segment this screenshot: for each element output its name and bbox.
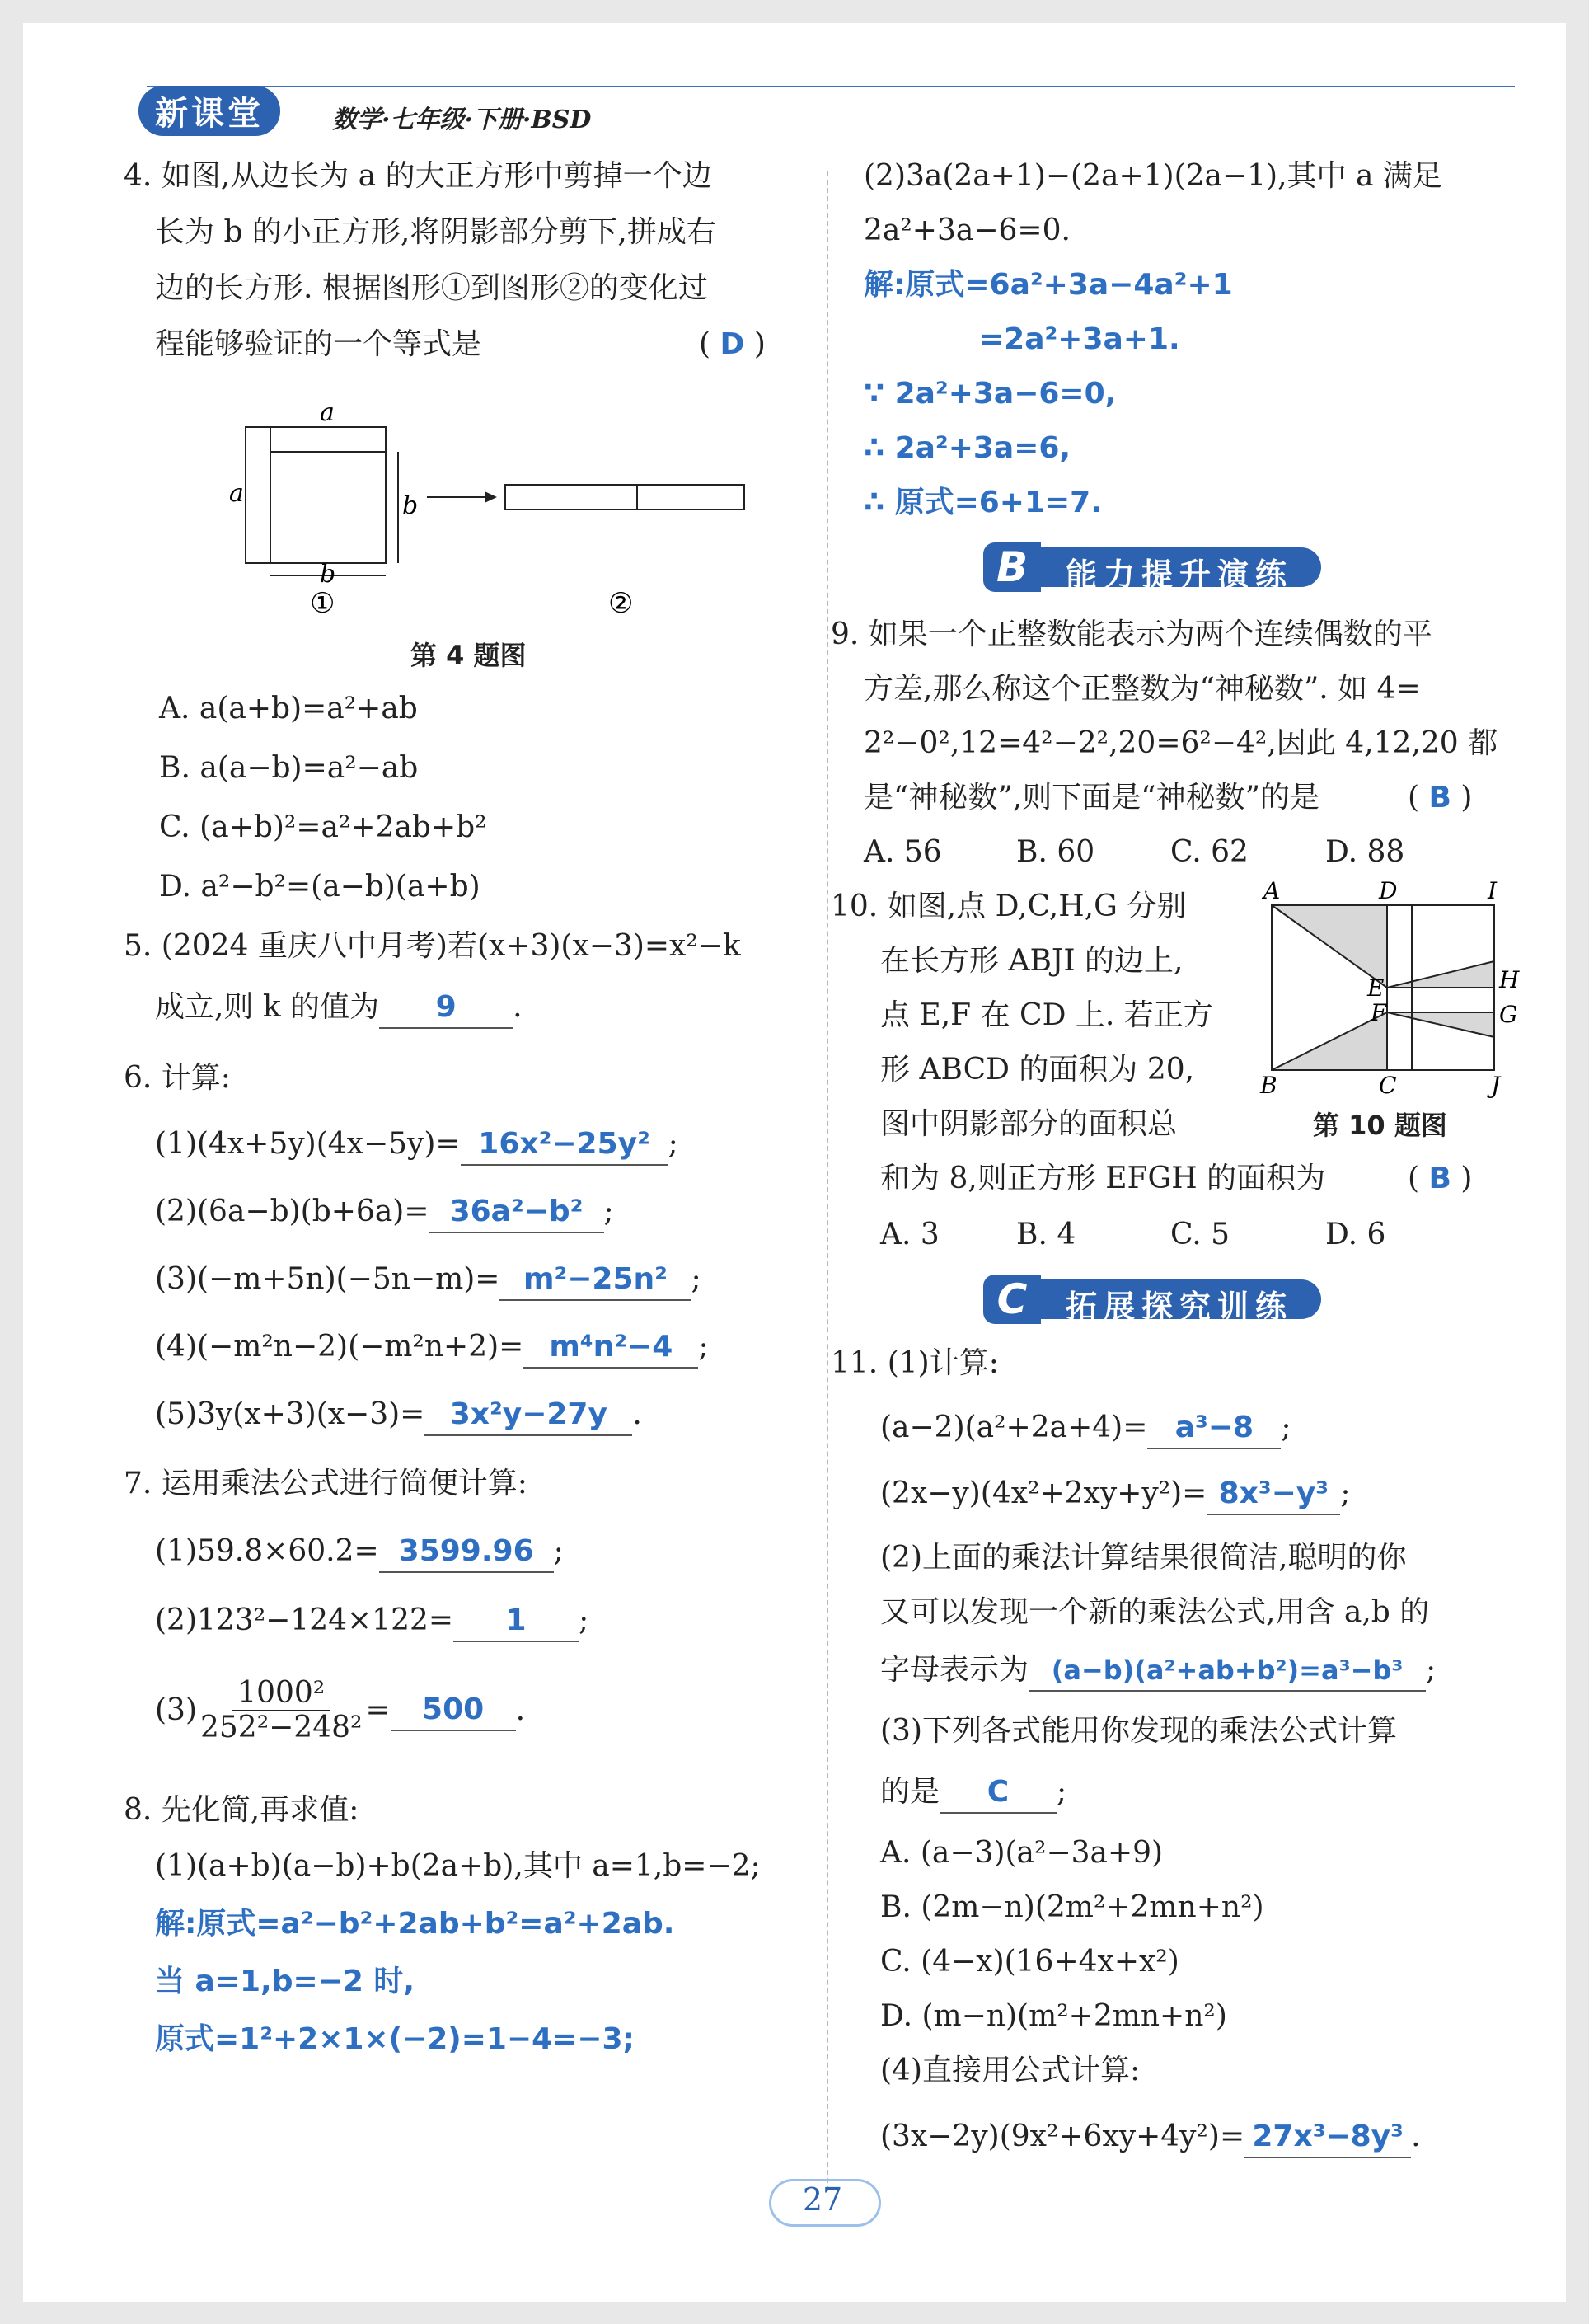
q4-label-b-bottom: b: [320, 560, 336, 589]
q8-solution-6: ∵ 2a²+3a−6=0,: [864, 377, 1117, 411]
q10-option-a: A. 3: [880, 1218, 940, 1251]
q11-e4-text: (3x−2y)(9x²+6xy+4y²)=: [880, 2120, 1245, 2153]
q11-e1-text: (a−2)(a²+2a+4)=: [880, 1411, 1148, 1444]
q6-p4-text: (4)(−m²n−2)(−m²n+2)=: [155, 1330, 524, 1364]
q11-title: 11. (1)计算:: [831, 1346, 999, 1380]
q10-figure: [1255, 880, 1527, 1103]
q11-part-2-line-2: 又可以发现一个新的乘法公式,用含 a,b 的: [880, 1595, 1430, 1629]
q7-p3-prefix: (3): [155, 1693, 197, 1727]
header-logo: [138, 79, 328, 132]
q8-solution-8: ∴ 原式=6+1=7.: [864, 486, 1102, 519]
q7-part-2: (2)123²−124×122= 1 ;: [155, 1601, 588, 1642]
page: [23, 23, 1566, 2302]
q10-line-4: 形 ABCD 的面积为 20,: [880, 1053, 1195, 1087]
q11-part-3-line-1: (3)下列各式能用你发现的乘法公式计算: [880, 1714, 1397, 1748]
q6-answer-4: m⁴n²−4: [523, 1327, 698, 1369]
q10-label-j: J: [1491, 1072, 1501, 1099]
q4-arrow-head: [485, 491, 497, 503]
q10-caption: 第 10 题图: [1313, 1110, 1447, 1141]
q7-p1-text: (1)59.8×60.2=: [155, 1534, 379, 1568]
q10-line-3: 点 E,F 在 CD 上. 若正方: [880, 998, 1213, 1032]
q4-line-1: 4. 如图,从边长为 a 的大正方形中剪掉一个边: [124, 159, 712, 193]
page-number: 27: [802, 2181, 843, 2218]
q6-part-3: (3)(−m+5n)(−5n−m)= m²−25n² ;: [155, 1260, 701, 1301]
q8-solution-3: 原式=1²+2×1×(−2)=1−4=−3;: [155, 2022, 635, 2056]
q6-part-2: (2)(6a−b)(b+6a)= 36a²−b² ;: [155, 1192, 614, 1233]
q11-expr-2: (2x−y)(4x²+2xy+y²)= 8x³−y³ ;: [880, 1474, 1350, 1515]
section-c-badge: C: [983, 1275, 1041, 1324]
q4-line-4: 程能够验证的一个等式是: [155, 327, 482, 361]
q4-caption: 第 4 题图: [410, 640, 527, 671]
q7-part-1: (1)59.8×60.2= 3599.96 ;: [155, 1532, 564, 1573]
q10-answer: B: [1428, 1162, 1451, 1195]
q10-label-f: F: [1371, 999, 1387, 1026]
q7-answer-2: 1: [453, 1601, 579, 1642]
q11-answer-3: (a−b)(a²+ab+b²)=a³−b³: [1029, 1650, 1426, 1692]
q11-answer-5: 27x³−8y³: [1244, 2117, 1411, 2158]
q11-expr-1: (a−2)(a²+2a+4)= a³−8 ;: [880, 1408, 1291, 1449]
q11-part-2-line-1: (2)上面的乘法计算结果很简洁,聪明的你: [880, 1541, 1407, 1575]
section-c-label: 拓展探究训练: [1066, 1289, 1294, 1325]
q6-title: 6. 计算:: [124, 1061, 231, 1095]
q6-answer-1: 16x²−25y²: [461, 1124, 668, 1166]
q10-option-d: D. 6: [1325, 1218, 1386, 1251]
column-divider: [827, 171, 828, 2191]
q10-option-c: C. 5: [1170, 1218, 1230, 1251]
q11-p2-l3-text: 字母表示为: [880, 1653, 1029, 1687]
q11-option-c: C. (4−x)(16+4x+x²): [880, 1945, 1179, 1979]
q7-answer-1: 3599.96: [379, 1532, 554, 1573]
q10-answer-bracket: ( B ): [1408, 1162, 1473, 1195]
q11-answer-1: a³−8: [1147, 1408, 1281, 1449]
q4-label-a-top: a: [320, 398, 335, 427]
header-rule: [147, 86, 1515, 87]
q4-label-b-right: b: [402, 491, 419, 520]
q5-answer: 9: [379, 988, 513, 1029]
q6-p5-text: (5)3y(x+3)(x−3)=: [155, 1397, 425, 1431]
q10-line-2: 在长方形 ABJI 的边上,: [880, 944, 1184, 978]
q8-part-1: (1)(a+b)(a−b)+b(2a+b),其中 a=1,b=−2;: [155, 1849, 761, 1883]
q8-part-2-line-2: 2a²+3a−6=0.: [864, 214, 1071, 247]
q10-line-6: 和为 8,则正方形 EFGH 的面积为: [880, 1162, 1326, 1195]
q9-line-2: 方差,那么称这个正整数为“神秘数”. 如 4=: [864, 672, 1421, 706]
q8-solution-2: 当 a=1,b=−2 时,: [155, 1965, 415, 1998]
q7-answer-3: 500: [391, 1690, 516, 1731]
q4-rectangle: [505, 485, 744, 509]
q6-part-4: (4)(−m²n−2)(−m²n+2)= m⁴n²−4 ;: [155, 1327, 708, 1369]
q4-option-b: B. a(a−b)=a²−ab: [159, 751, 419, 785]
q10-label-b: B: [1260, 1072, 1277, 1099]
q10-label-c: C: [1379, 1072, 1397, 1099]
q7-title: 7. 运用乘法公式进行简便计算:: [124, 1467, 527, 1500]
q7-numerator: 1000²: [232, 1677, 330, 1711]
q11-option-a: A. (a−3)(a²−3a+9): [880, 1836, 1164, 1870]
q9-option-a: A. 56: [864, 835, 942, 869]
q6-p3-text: (3)(−m+5n)(−5n−m)=: [155, 1262, 500, 1296]
q10-line-1: 10. 如图,点 D,C,H,G 分别: [831, 890, 1187, 923]
q4-answer: D: [720, 327, 745, 361]
q10-label-g: G: [1499, 1001, 1518, 1028]
q11-part-2-line-3: 字母表示为 (a−b)(a²+ab+b²)=a³−b³ ;: [880, 1650, 1436, 1692]
q4-label-fig1: ①: [310, 587, 335, 620]
q4-option-c: C. (a+b)²=a²+2ab+b²: [159, 810, 487, 844]
q9-option-b: B. 60: [1016, 835, 1095, 869]
q4-line-3: 边的长方形. 根据图形①到图形②的变化过: [155, 271, 708, 305]
q4-label-fig2: ②: [608, 587, 634, 620]
header-subtitle: 数学·七年级·下册·BSD: [332, 106, 592, 134]
section-b-badge: B: [983, 542, 1041, 592]
q11-e2-text: (2x−y)(4x²+2xy+y²)=: [880, 1477, 1207, 1510]
q6-part-5: (5)3y(x+3)(x−3)= 3x²y−27y .: [155, 1395, 642, 1436]
q9-option-c: C. 62: [1170, 835, 1249, 869]
q11-answer-2: 8x³−y³: [1207, 1474, 1340, 1515]
q4-label-a-left: a: [229, 479, 244, 508]
q6-part-1: (1)(4x+5y)(4x−5y)= 16x²−25y² ;: [155, 1124, 678, 1166]
q10-line-5: 图中阴影部分的面积总: [880, 1107, 1178, 1141]
section-c-banner: [983, 1275, 1338, 1324]
q7-denominator: 252²−248²: [200, 1711, 363, 1744]
q6-answer-5: 3x²y−27y: [424, 1395, 632, 1436]
q11-expr-4: (3x−2y)(9x²+6xy+4y²)= 27x³−8y³ .: [880, 2117, 1421, 2158]
q7-fraction: [200, 1677, 362, 1744]
q6-answer-3: m²−25n²: [499, 1260, 691, 1301]
section-b-label: 能力提升演练: [1066, 556, 1294, 593]
q11-part-3-line-2: 的是 C ;: [880, 1772, 1066, 1814]
q5-line-2-text: 成立,则 k 的值为: [155, 990, 380, 1024]
q9-option-d: D. 88: [1325, 835, 1405, 869]
q8-part-2-line-1: (2)3a(2a+1)−(2a+1)(2a−1),其中 a 满足: [864, 159, 1442, 193]
q11-option-b: B. (2m−n)(2m²+2mn+n²): [880, 1890, 1264, 1924]
section-b-banner: [983, 542, 1338, 592]
q7-part-3: (3) $\frac{\text{1000²}}{\text{252²−248²}}$ = 500 .: [155, 1676, 526, 1744]
q5-line-1: 5. (2024 重庆八中月考)若(x+3)(x−3)=x²−k: [124, 929, 741, 963]
q10-label-h: H: [1499, 966, 1520, 993]
q8-title: 8. 先化简,再求值:: [124, 1793, 359, 1827]
q8-solution-7: ∴ 2a²+3a=6,: [864, 431, 1071, 465]
q4-line-2: 长为 b 的小正方形,将阴影部分剪下,拼成右: [155, 215, 716, 249]
q4-cut-line: [270, 427, 386, 452]
q4-option-d: D. a²−b²=(a−b)(a+b): [159, 870, 480, 904]
q11-part-4: (4)直接用公式计算:: [880, 2054, 1141, 2087]
q9-answer-bracket: ( B ): [1408, 781, 1473, 815]
q6-p1-text: (1)(4x+5y)(4x−5y)=: [155, 1127, 461, 1161]
q4-answer-bracket: ( D ): [699, 327, 766, 361]
q10-label-d: D: [1379, 880, 1398, 904]
q6-answer-2: 36a²−b²: [429, 1192, 604, 1233]
q7-p2-text: (2)123²−124×122=: [155, 1603, 454, 1637]
q4-small-square: [270, 452, 386, 563]
q11-option-d: D. (m−n)(m²+2mn+n²): [880, 1999, 1227, 2033]
q10-label-e: E: [1367, 974, 1385, 1002]
logo-text: 新课堂: [138, 86, 280, 136]
q11-p3-l2-text: 的是: [880, 1775, 940, 1809]
q11-answer-4: C: [940, 1772, 1057, 1814]
q4-option-a: A. a(a+b)=a²+ab: [159, 692, 418, 725]
q9-line-3: 2²−0²,12=4²−2²,20=6²−4²,因此 4,12,20 都: [864, 726, 1498, 760]
q9-answer: B: [1428, 781, 1451, 815]
q10-option-b: B. 4: [1016, 1218, 1076, 1251]
q10-label-i: I: [1488, 880, 1498, 904]
q8-solution-4: 解:原式=6a²+3a−4a²+1: [864, 268, 1233, 302]
q6-p2-text: (2)(6a−b)(b+6a)=: [155, 1195, 429, 1228]
q8-solution-1: 解:原式=a²−b²+2ab+b²=a²+2ab.: [155, 1907, 675, 1941]
q4-big-square: [246, 427, 386, 563]
q4-figure: [229, 386, 757, 633]
q10-label-a: A: [1263, 880, 1281, 904]
q9-line-1: 9. 如果一个正整数能表示为两个连续偶数的平: [831, 617, 1432, 651]
q8-solution-5: =2a²+3a+1.: [979, 322, 1180, 356]
q5-line-2: 成立,则 k 的值为 9 .: [155, 988, 523, 1029]
q9-line-4: 是“神秘数”,则下面是“神秘数”的是: [864, 781, 1320, 815]
